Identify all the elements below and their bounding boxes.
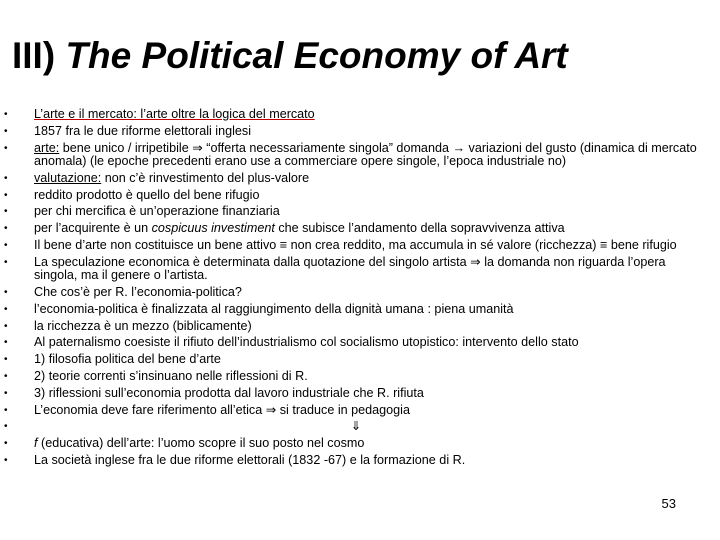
- text-run: 1) filosofia politica del bene d’arte: [34, 352, 221, 367]
- bullet-text: [34, 436, 364, 450]
- bullet-item: [0, 286, 720, 299]
- bullet-text: [34, 386, 424, 400]
- text-run: f: [34, 436, 38, 451]
- text-run: non c’è rinvestimento del plus-valore: [101, 170, 310, 185]
- bullet-item: [0, 353, 720, 366]
- text-run: Al paternalismo coesiste il rifiuto dell’industrialismo col socialismo utopistico: intervento dello stato: [34, 335, 579, 350]
- text-run: Che cos’è per R. l’economia-politica?: [34, 284, 242, 299]
- text-run: bene unico / irripetibile ⇒ “offerta necessariamente singola” domanda → variazioni del gusto (dinamica di mercato anomala) (le epoche precedenti erano use a commerciare opere singole, l’epoca industriale no): [34, 140, 697, 168]
- bullet-icon: •: [4, 172, 8, 184]
- bullet-text: [34, 285, 242, 299]
- bullet-icon: •: [4, 109, 8, 120]
- bullet-item: [0, 303, 720, 316]
- bullet-text: [34, 188, 259, 202]
- bullet-item: [0, 454, 720, 467]
- text-run: 1857 fra le due riforme elettorali inglesi: [34, 123, 252, 138]
- text-run: L’economia deve fare riferimento all’etica ⇒ si traduce in pedagogia: [34, 402, 410, 417]
- text-run: 3) riflessioni sull’economia prodotta dal lavoro industriale che R. rifiuta: [34, 385, 424, 400]
- bullet-icon: •: [4, 239, 8, 251]
- bullet-item: [0, 387, 720, 400]
- text-run: ⇓: [350, 419, 362, 434]
- bullet-item: [0, 320, 720, 333]
- bullet-text: [34, 255, 666, 282]
- bullet-icon: •: [4, 404, 8, 416]
- bullet-item: [0, 172, 720, 185]
- bullet-text: [34, 221, 565, 235]
- bullet-text: [34, 369, 308, 383]
- bullet-text: [34, 302, 514, 316]
- bullet-icon: •: [4, 370, 8, 382]
- title-main: The Political Economy of Art: [65, 35, 568, 76]
- bullet-text: [34, 403, 410, 417]
- text-run: reddito prodotto è quello del bene rifugio: [34, 187, 260, 202]
- bullet-item: [0, 108, 720, 121]
- bullet-icon: •: [4, 337, 8, 349]
- text-run: (educativa) dell’arte: l’uomo scopre il suo posto nel cosmo: [37, 436, 365, 451]
- text-run: l’economia-politica è finalizzata al raggiungimento della dignità umana : piena umanità: [34, 301, 514, 316]
- bullet-icon: •: [4, 354, 8, 366]
- bullet-icon: •: [4, 454, 8, 466]
- bullet-item: [0, 437, 720, 450]
- bullet-text: [34, 319, 252, 333]
- bullet-text: [34, 124, 251, 138]
- bullet-item: [0, 256, 720, 283]
- text-run: la ricchezza è un mezzo (biblicamente): [34, 318, 252, 333]
- text-run: Il bene d’arte non costituisce un bene attivo ≡ non crea reddito, ma accumula in sé valore (ricchezza) ≡ bene rifugio: [34, 237, 677, 252]
- bullet-icon: •: [4, 421, 8, 433]
- bullet-icon: •: [4, 142, 8, 154]
- bullet-text: [34, 238, 677, 252]
- bullet-text: [34, 171, 309, 185]
- bullet-icon: •: [4, 303, 8, 315]
- text-run: La speculazione economica è determinata dalla quotazione del singolo artista ⇒ la domanda non riguarda l’opera singola, ma il genere o l’artista.: [34, 254, 666, 283]
- bullet-icon: •: [4, 206, 8, 218]
- bullet-icon: •: [4, 125, 8, 137]
- text-run: per l’acquirente è un: [34, 221, 152, 236]
- text-run: 2) teorie correnti s’insinuano nelle riflessioni di R.: [34, 368, 308, 383]
- bullet-item: [0, 222, 720, 235]
- bullet-text: [34, 352, 221, 366]
- text-run: cospicuus investiment: [151, 221, 275, 236]
- bullet-icon: •: [4, 286, 8, 298]
- text-run: arte:: [34, 140, 60, 155]
- text-run: che subisce l’andamento della sopravvivenza attiva: [274, 221, 565, 236]
- page-number: 53: [661, 496, 676, 511]
- bullet-icon: •: [4, 256, 8, 268]
- text-run: valutazione:: [34, 170, 102, 185]
- bullet-text: [34, 204, 280, 218]
- bullet-text: [34, 107, 315, 121]
- title-prefix: III): [12, 35, 56, 76]
- bullet-item: [0, 370, 720, 383]
- bullet-text: [34, 141, 697, 168]
- bullet-item: [0, 125, 720, 138]
- bullet-item: [0, 205, 720, 218]
- slide-title: [12, 34, 568, 78]
- text-run: per chi mercifica è un’operazione finanziaria: [34, 204, 280, 219]
- bullet-text: [34, 453, 465, 467]
- text-run: L’arte e il mercato: l’arte oltre la logica del mercato: [34, 107, 315, 121]
- bullet-text: [0, 420, 712, 433]
- bullet-item: [0, 404, 720, 417]
- text-run: La società inglese fra le due riforme elettorali (1832 -67) e la formazione di R.: [34, 452, 466, 467]
- bullet-list: [0, 108, 720, 471]
- bullet-icon: •: [4, 438, 8, 450]
- bullet-item: [0, 189, 720, 202]
- bullet-icon: •: [4, 189, 8, 201]
- bullet-item: [0, 336, 720, 349]
- bullet-item: [0, 142, 720, 169]
- bullet-icon: •: [4, 320, 8, 332]
- bullet-text: [34, 335, 579, 349]
- bullet-icon: •: [4, 387, 8, 399]
- bullet-icon: •: [4, 223, 8, 235]
- bullet-item: [0, 420, 720, 433]
- bullet-item: [0, 239, 720, 252]
